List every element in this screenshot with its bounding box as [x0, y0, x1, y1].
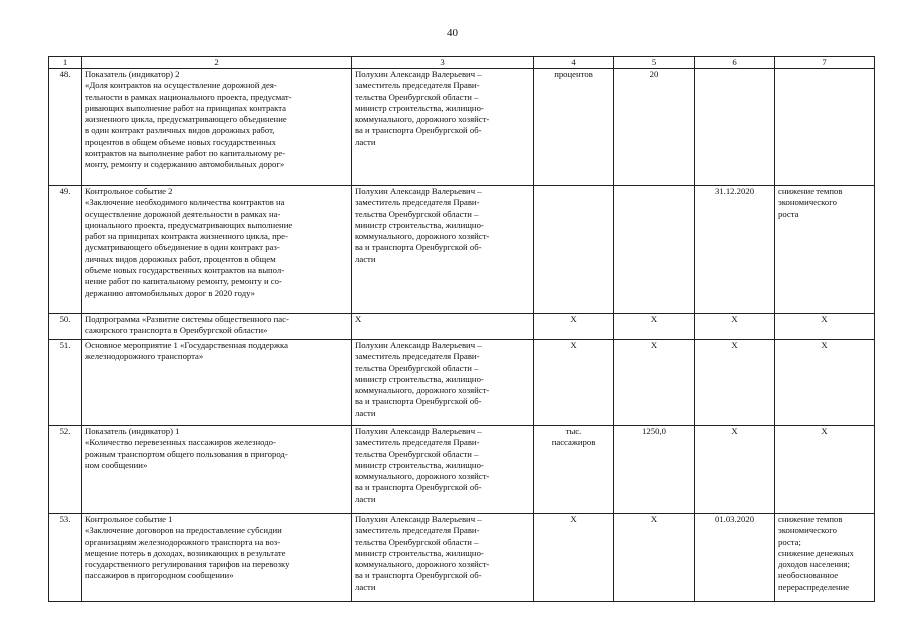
row-description: Контрольное событие 1 «Заключение договоров на предоставление субсидии организациям железнодорожного транспорта на воз- мещение потерь в доходах, возникающих в результате государственного регулирования тарифов на перевозку пассажиров в пригородном сообщении»	[82, 514, 352, 602]
row-responsible: Полухин Александр Валерьевич – заместитель председателя Прави- тельства Оренбургской области – министр строительства, жилищно- коммунального, дорожного хозяйст- ва и транспорта Оренбургской об- ласти	[352, 340, 534, 426]
row-value: X	[614, 514, 695, 602]
row-unit: тыс. пассажиров	[534, 426, 614, 514]
row-description: Основное мероприятие 1 «Государственная поддержка железнодорожного транспорта»	[82, 340, 352, 426]
header-row	[49, 57, 875, 69]
column-header: 7	[775, 57, 875, 69]
row-value: 20	[614, 69, 695, 186]
row-risk	[775, 69, 875, 186]
row-unit	[534, 186, 614, 314]
row-responsible: Полухин Александр Валерьевич – заместитель председателя Прави- тельства Оренбургской области – министр строительства, жилищно- коммунального, дорожного хозяйст- ва и транспорта Оренбургской об- ласти	[352, 186, 534, 314]
row-unit: X	[534, 314, 614, 340]
column-header: 2	[82, 57, 352, 69]
row-responsible: Полухин Александр Валерьевич – заместитель председателя Прави- тельства Оренбургской области – министр строительства, жилищно- коммунального, дорожного хозяйст- ва и транспорта Оренбургской об- ласти	[352, 426, 534, 514]
row-risk: X	[775, 340, 875, 426]
row-date: 31.12.2020	[695, 186, 775, 314]
row-description: Показатель (индикатор) 1 «Количество перевезенных пассажиров железнодо- рожным транспортом общего пользования в пригород- ном сообщении»	[82, 426, 352, 514]
row-number: 50.	[49, 314, 82, 340]
row-responsible: X	[352, 314, 534, 340]
row-value: X	[614, 340, 695, 426]
row-unit: X	[534, 340, 614, 426]
row-value: 1250,0	[614, 426, 695, 514]
column-header: 5	[614, 57, 695, 69]
row-number: 52.	[49, 426, 82, 514]
row-date: X	[695, 340, 775, 426]
row-number: 51.	[49, 340, 82, 426]
row-responsible: Полухин Александр Валерьевич – заместитель председателя Прави- тельства Оренбургской области – министр строительства, жилищно- коммунального, дорожного хозяйст- ва и транспорта Оренбургской об- ласти	[352, 69, 534, 186]
column-header: 3	[352, 57, 534, 69]
row-description: Контрольное событие 2 «Заключение необходимого количества контрактов на осуществление дорожной деятельности в рамках на- ционального проекта, предусматривающих выполнение работ на принципах контракта жизненного цикла, пре- дусматривающего объединение в один контракт раз- личных видов дорожных работ, процентов в общем объеме новых государственных контрактов на выпол- нение работ по капитальному ремонту, ремонту и со- держанию автомобильных дорог в 2020 году»	[82, 186, 352, 314]
row-date	[695, 69, 775, 186]
row-date: X	[695, 314, 775, 340]
row-description: Подпрограмма «Развитие системы общественного пас- сажирского транспорта в Оренбургской области»	[82, 314, 352, 340]
row-date: X	[695, 426, 775, 514]
column-header: 4	[534, 57, 614, 69]
row-date: 01.03.2020	[695, 514, 775, 602]
table-row	[49, 69, 875, 186]
row-responsible: Полухин Александр Валерьевич – заместитель председателя Прави- тельства Оренбургской области – министр строительства, жилищно- коммунального, дорожного хозяйст- ва и транспорта Оренбургской об- ласти	[352, 514, 534, 602]
row-risk: снижение темпов экономического роста	[775, 186, 875, 314]
table-row	[49, 426, 875, 514]
table-row	[49, 186, 875, 314]
row-number: 48.	[49, 69, 82, 186]
table-row	[49, 514, 875, 602]
row-number: 53.	[49, 514, 82, 602]
row-risk: снижение темпов экономического роста; снижение денежных доходов населения; необоснованное перераспределение	[775, 514, 875, 602]
row-value: X	[614, 314, 695, 340]
row-unit: X	[534, 514, 614, 602]
row-description: Показатель (индикатор) 2 «Доля контрактов на осуществление дорожной дея- тельности в рамках национального проекта, предусмат- ривающих выполнение работ на принципах контракта жизненного цикла, предусматривающего объединение в один контракт различных видов дорожных работ, процентов в общем объеме новых государственных контрактов на выполнение работ по капитальному ре- монту, ремонту и содержанию автомобильных дорог»	[82, 69, 352, 186]
row-risk: X	[775, 314, 875, 340]
column-header: 6	[695, 57, 775, 69]
control-events-table	[48, 56, 875, 602]
column-header: 1	[49, 57, 82, 69]
row-unit: процентов	[534, 69, 614, 186]
row-value	[614, 186, 695, 314]
table-row	[49, 340, 875, 426]
table-row	[49, 314, 875, 340]
page-number: 40	[447, 27, 458, 39]
row-risk: X	[775, 426, 875, 514]
row-number: 49.	[49, 186, 82, 314]
